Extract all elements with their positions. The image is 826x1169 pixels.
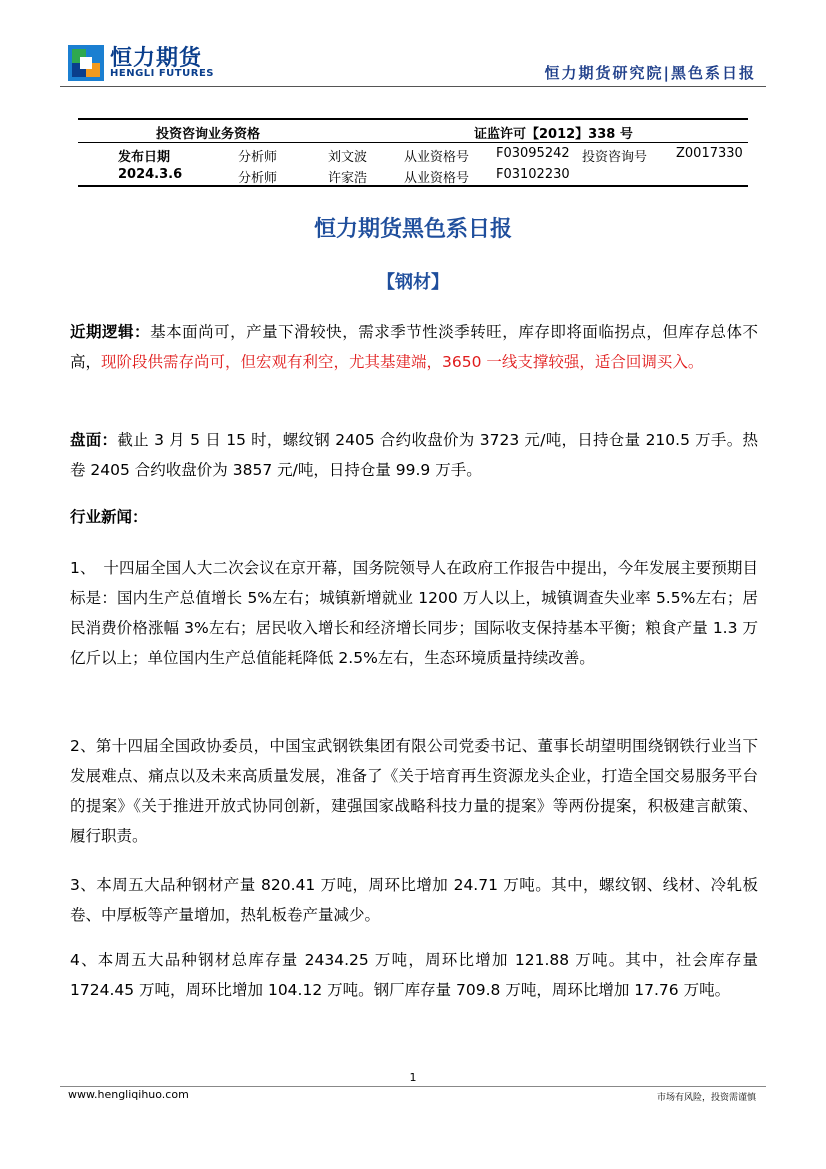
news-heading: 行业新闻： <box>70 508 148 526</box>
footer-disclaimer: 市场有风险，投资需谨慎 <box>656 1093 756 1103</box>
cert-label: 从业资格号 <box>404 150 470 165</box>
page-header <box>0 0 826 90</box>
news-item: 4、本周五大品种钢材总库存量 2434.25 万吨，周环比增加 121.88 万吨。其中，社会库存量 1724.45 万吨，周环比增加 104.12 万吨。钢厂库存量 709.8 万吨，周环比增加 17.76 万吨。 <box>70 951 758 999</box>
cert-label: 从业资格号 <box>404 171 470 186</box>
info-row-analyst-1 <box>78 143 748 164</box>
date-label: 发布日期 <box>118 150 171 165</box>
section-title: 【钢材】 <box>377 272 449 293</box>
news-item: 1、 十四届全国人大二次会议在京开幕，国务院领导人在政府工作报告中提出，今年发展主要预期目标是：国内生产总值增长 5%左右；城镇新增就业 1200 万人以上，城镇调查失业率 5.5%左右；居民消费价格涨幅 3%左右；居民收入增长和经济增长同步；国际收支保持基本平衡；粮食产量 1.3 万亿斤以上；单位国内生产总值能耗降低 2.5%左右，生态环境质量持续改善。 <box>70 559 758 667</box>
hengli-logo-icon <box>68 45 104 81</box>
logic-paragraph <box>70 317 758 377</box>
market-label: 盘面： <box>70 431 118 449</box>
header-divider <box>60 86 766 87</box>
info-table <box>78 118 748 187</box>
cert-number: F03095242 <box>496 146 570 161</box>
company-name-en: HENGLI FUTURES <box>110 68 214 79</box>
footer-url[interactable]: www.hengliqihuo.com <box>68 1088 189 1101</box>
publish-date: 2024.3.6 <box>118 167 183 182</box>
consult-label: 投资咨询号 <box>582 150 648 165</box>
news-item: 3、本周五大品种钢材产量 820.41 万吨，周环比增加 24.71 万吨。其中，螺纹钢、线材、冷轧板卷、中厚板等产量增加，热轧板卷产量减少。 <box>70 876 758 924</box>
qualification-label: 投资咨询业务资格 <box>156 127 261 142</box>
info-row-analyst-2 <box>78 164 748 187</box>
logic-highlight: 现阶段供需存尚可，但宏观有利空，尤其基建端，3650 一线支撑较强，适合回调买入。 <box>101 353 704 371</box>
page-number: 1 <box>409 1071 417 1084</box>
report-title: 恒力期货黑色系日报 <box>313 217 512 242</box>
license-number: 证监许可【2012】338 号 <box>474 127 633 142</box>
news-item: 2、第十四届全国政协委员，中国宝武钢铁集团有限公司党委书记、董事长胡望明围绕钢铁行业当下发展难点、痛点以及未来高质量发展，准备了《关于培育再生资源龙头企业，打造全国交易服务平台的提案》《关于推进开放式协同创新，建强国家战略科技力量的提案》等两份提案，积极建言献策、履行职责。 <box>70 737 758 845</box>
market-paragraph <box>70 425 758 485</box>
company-name-cn: 恒力期货 <box>110 46 203 71</box>
logic-text: 基本面尚可，产量下滑较快，需求季节性淡季转旺，库存即将面临拐点，但库存总体不高， <box>70 323 758 371</box>
logic-label: 近期逻辑： <box>70 323 151 341</box>
report-brand: 恒力期货研究院|黑色系日报 <box>544 64 756 82</box>
analyst-name: 许家浩 <box>328 171 368 186</box>
market-text: 截止 3 月 5 日 15 时，螺纹钢 2405 合约收盘价为 3723 元/吨，日持仓量 210.5 万手。热卷 2405 合约收盘价为 3857 元/吨，日持仓量 99.9 万手。 <box>70 431 758 479</box>
consult-number: Z0017330 <box>676 146 743 161</box>
analyst-role: 分析师 <box>238 171 278 186</box>
analyst-name: 刘文波 <box>328 150 368 165</box>
analyst-role: 分析师 <box>238 150 278 165</box>
footer-divider <box>60 1086 766 1087</box>
info-row-license <box>78 118 748 143</box>
cert-number: F03102230 <box>496 167 570 182</box>
